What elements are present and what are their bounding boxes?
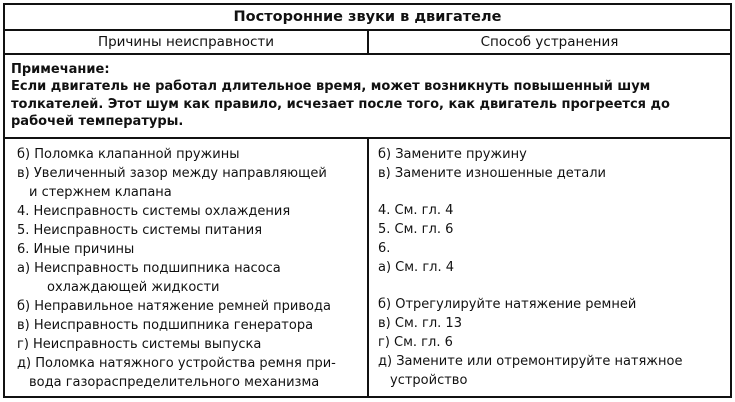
cause-line: б) Поломка клапанной пружины bbox=[17, 146, 240, 162]
engine-noise-table bbox=[3, 3, 732, 398]
column-header-remedies: Способ устранения bbox=[368, 30, 731, 54]
cause-line: 6. Иные причины bbox=[17, 241, 135, 257]
cause-line: б) Неправильное натяжение ремней привода bbox=[17, 298, 331, 314]
remedy-line: в) См. гл. 13 bbox=[378, 315, 462, 331]
remedy-line: г) См. гл. 6 bbox=[378, 334, 453, 350]
column-header-causes: Причины неисправности bbox=[4, 30, 368, 54]
cause-line: в) Неисправность подшипника генератора bbox=[17, 317, 314, 333]
remedy-line: д) Замените или отремонтируйте натяжное bbox=[378, 353, 683, 369]
cause-line: в) Увеличенный зазор между направляющей bbox=[17, 165, 327, 181]
spacer bbox=[378, 183, 726, 201]
remedy-line: 4. См. гл. 4 bbox=[378, 202, 454, 218]
cause-line: охлаждающей жидкости bbox=[47, 279, 220, 295]
remedy-line: б) Отрегулируйте натяжение ремней bbox=[378, 296, 637, 312]
note-text: Если двигатель не работал длительное время, может возникнуть повышенный шум толкателей. Этот шум как правило, исчезает после того, как двигатель прогреется до рабочей температуры. bbox=[11, 79, 670, 129]
remedy-line: в) Замените изношенные детали bbox=[378, 165, 607, 181]
remedy-line: 6. bbox=[378, 240, 391, 256]
cause-line: а) Неисправность подшипника насоса bbox=[17, 260, 281, 276]
cause-line: вода газораспределительного механизма bbox=[29, 374, 320, 390]
causes-cell bbox=[4, 138, 368, 397]
cause-line: д) Поломка натяжного устройства ремня при- bbox=[17, 355, 336, 371]
remedy-line: устройство bbox=[390, 372, 468, 388]
note-label: Примечание: bbox=[11, 62, 110, 77]
note-block bbox=[4, 54, 731, 138]
cause-line: 5. Неисправность системы питания bbox=[17, 222, 263, 238]
cause-line: и стержнем клапана bbox=[29, 184, 172, 200]
remedies-cell bbox=[368, 138, 731, 397]
cause-line: 4. Неисправность системы охлаждения bbox=[17, 203, 291, 219]
spacer bbox=[378, 277, 726, 295]
remedy-line: а) См. гл. 4 bbox=[378, 259, 454, 275]
remedy-line: б) Замените пружину bbox=[378, 146, 527, 162]
table-title: Посторонние звуки в двигателе bbox=[4, 4, 731, 30]
cause-line: г) Неисправность системы выпуска bbox=[17, 336, 262, 352]
remedy-line: 5. См. гл. 6 bbox=[378, 221, 454, 237]
